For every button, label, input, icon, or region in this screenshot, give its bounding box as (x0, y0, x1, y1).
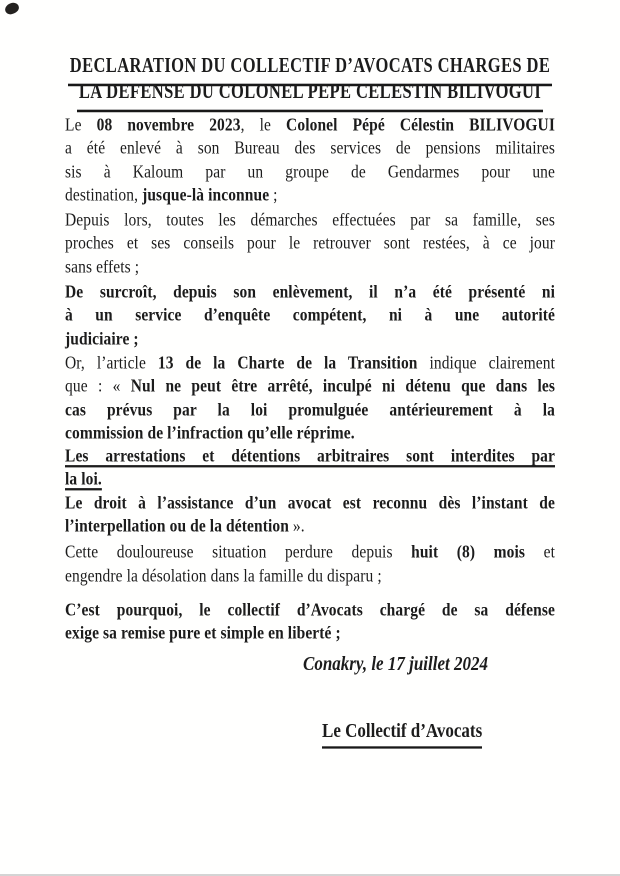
text-segment: C’est pourquoi, le collectif d’Avocats chargé de sa défense (65, 600, 555, 621)
text-segment: indique clairement (417, 353, 555, 374)
text-segment: Colonel Pépé Célestin BILIVOGUI (286, 115, 555, 136)
title-line-2: LA DEFENSE DU COLONEL PEPE CELESTIN BILIVOGUI (77, 75, 543, 112)
text-line (65, 254, 555, 281)
document-body (65, 114, 555, 646)
text-segment: 08 novembre 2023 (96, 115, 241, 136)
text-segment: la loi. (65, 470, 102, 490)
text-segment: Or, l’article (65, 353, 158, 374)
paragraph-6 (65, 492, 555, 539)
paragraph-4 (65, 352, 555, 445)
signature-row (65, 720, 620, 747)
paragraph-7 (65, 541, 555, 588)
text-segment: proches et ses conseils pour le retrouver sont restées, à ce jour (65, 234, 555, 254)
text-segment: , le (240, 115, 287, 136)
text-segment: cas prévus par la loi promulguée antérieurement à la (65, 400, 555, 420)
text-line (65, 182, 555, 209)
paragraph-1 (65, 114, 555, 207)
text-segment: sis à Kaloum par un groupe de Gendarmes pour une (65, 162, 555, 182)
document-title (0, 54, 620, 106)
text-segment: exige sa remise pure et simple en liberté ; (65, 623, 341, 644)
text-segment: Le droit à l’assistance d’un avocat est reconnu dès l’instant de (65, 493, 555, 514)
text-segment: engendre la désolation dans la famille du disparu ; (65, 566, 382, 586)
title-line-1: DECLARATION DU COLLECTIF D’AVOCATS CHARGES DE (68, 49, 553, 86)
text-segment: jusque-là inconnue (142, 185, 270, 206)
text-segment: sans effets ; (65, 257, 140, 278)
text-segment: Depuis lors, toutes les démarches effectuées par sa famille, ses (65, 210, 555, 231)
text-segment: 13 de la Charte de la Transition (157, 353, 418, 374)
text-segment: commission de l’infraction qu’elle réprime. (65, 423, 355, 444)
text-segment: ». (288, 516, 305, 537)
text-segment: Nul ne peut être arrêté, inculpé ni détenu que dans les (130, 376, 555, 397)
title-row-2 (0, 80, 620, 106)
text-segment: Le (65, 115, 97, 136)
paragraph-8 (65, 599, 555, 646)
text-segment: a été enlevé à son Bureau des services de pensions militaires (65, 138, 555, 159)
dateline: Conakry, le 17 juillet 2024 (303, 652, 488, 674)
text-segment: Cette douloureuse situation perdure depuis (65, 543, 412, 563)
text-segment: à un service d’enquête compétent, ni à une autorité (65, 306, 555, 326)
text-segment: que : « (65, 376, 131, 397)
text-segment: destination, (65, 185, 143, 206)
text-line (65, 513, 555, 540)
paragraph-2 (65, 209, 555, 279)
text-line (65, 326, 555, 353)
text-segment: De surcroît, depuis son enlèvement, il n’a été présenté ni (65, 282, 555, 303)
paragraph-3 (65, 281, 555, 351)
text-line (65, 620, 555, 647)
text-segment: Les arrestations et détentions arbitraires sont interdites par (65, 446, 555, 467)
scan-artifact-ink-blot (4, 2, 20, 16)
text-segment: judiciaire ; (65, 329, 139, 349)
text-line (65, 563, 555, 590)
text-segment: et (525, 543, 555, 563)
paragraph-5 (65, 445, 555, 492)
text-segment: ; (269, 185, 278, 206)
text-segment: l’interpellation ou de la détention (65, 516, 289, 537)
text-segment: huit (8) mois (411, 543, 526, 563)
signature: Le Collectif d’Avocats (322, 717, 482, 748)
